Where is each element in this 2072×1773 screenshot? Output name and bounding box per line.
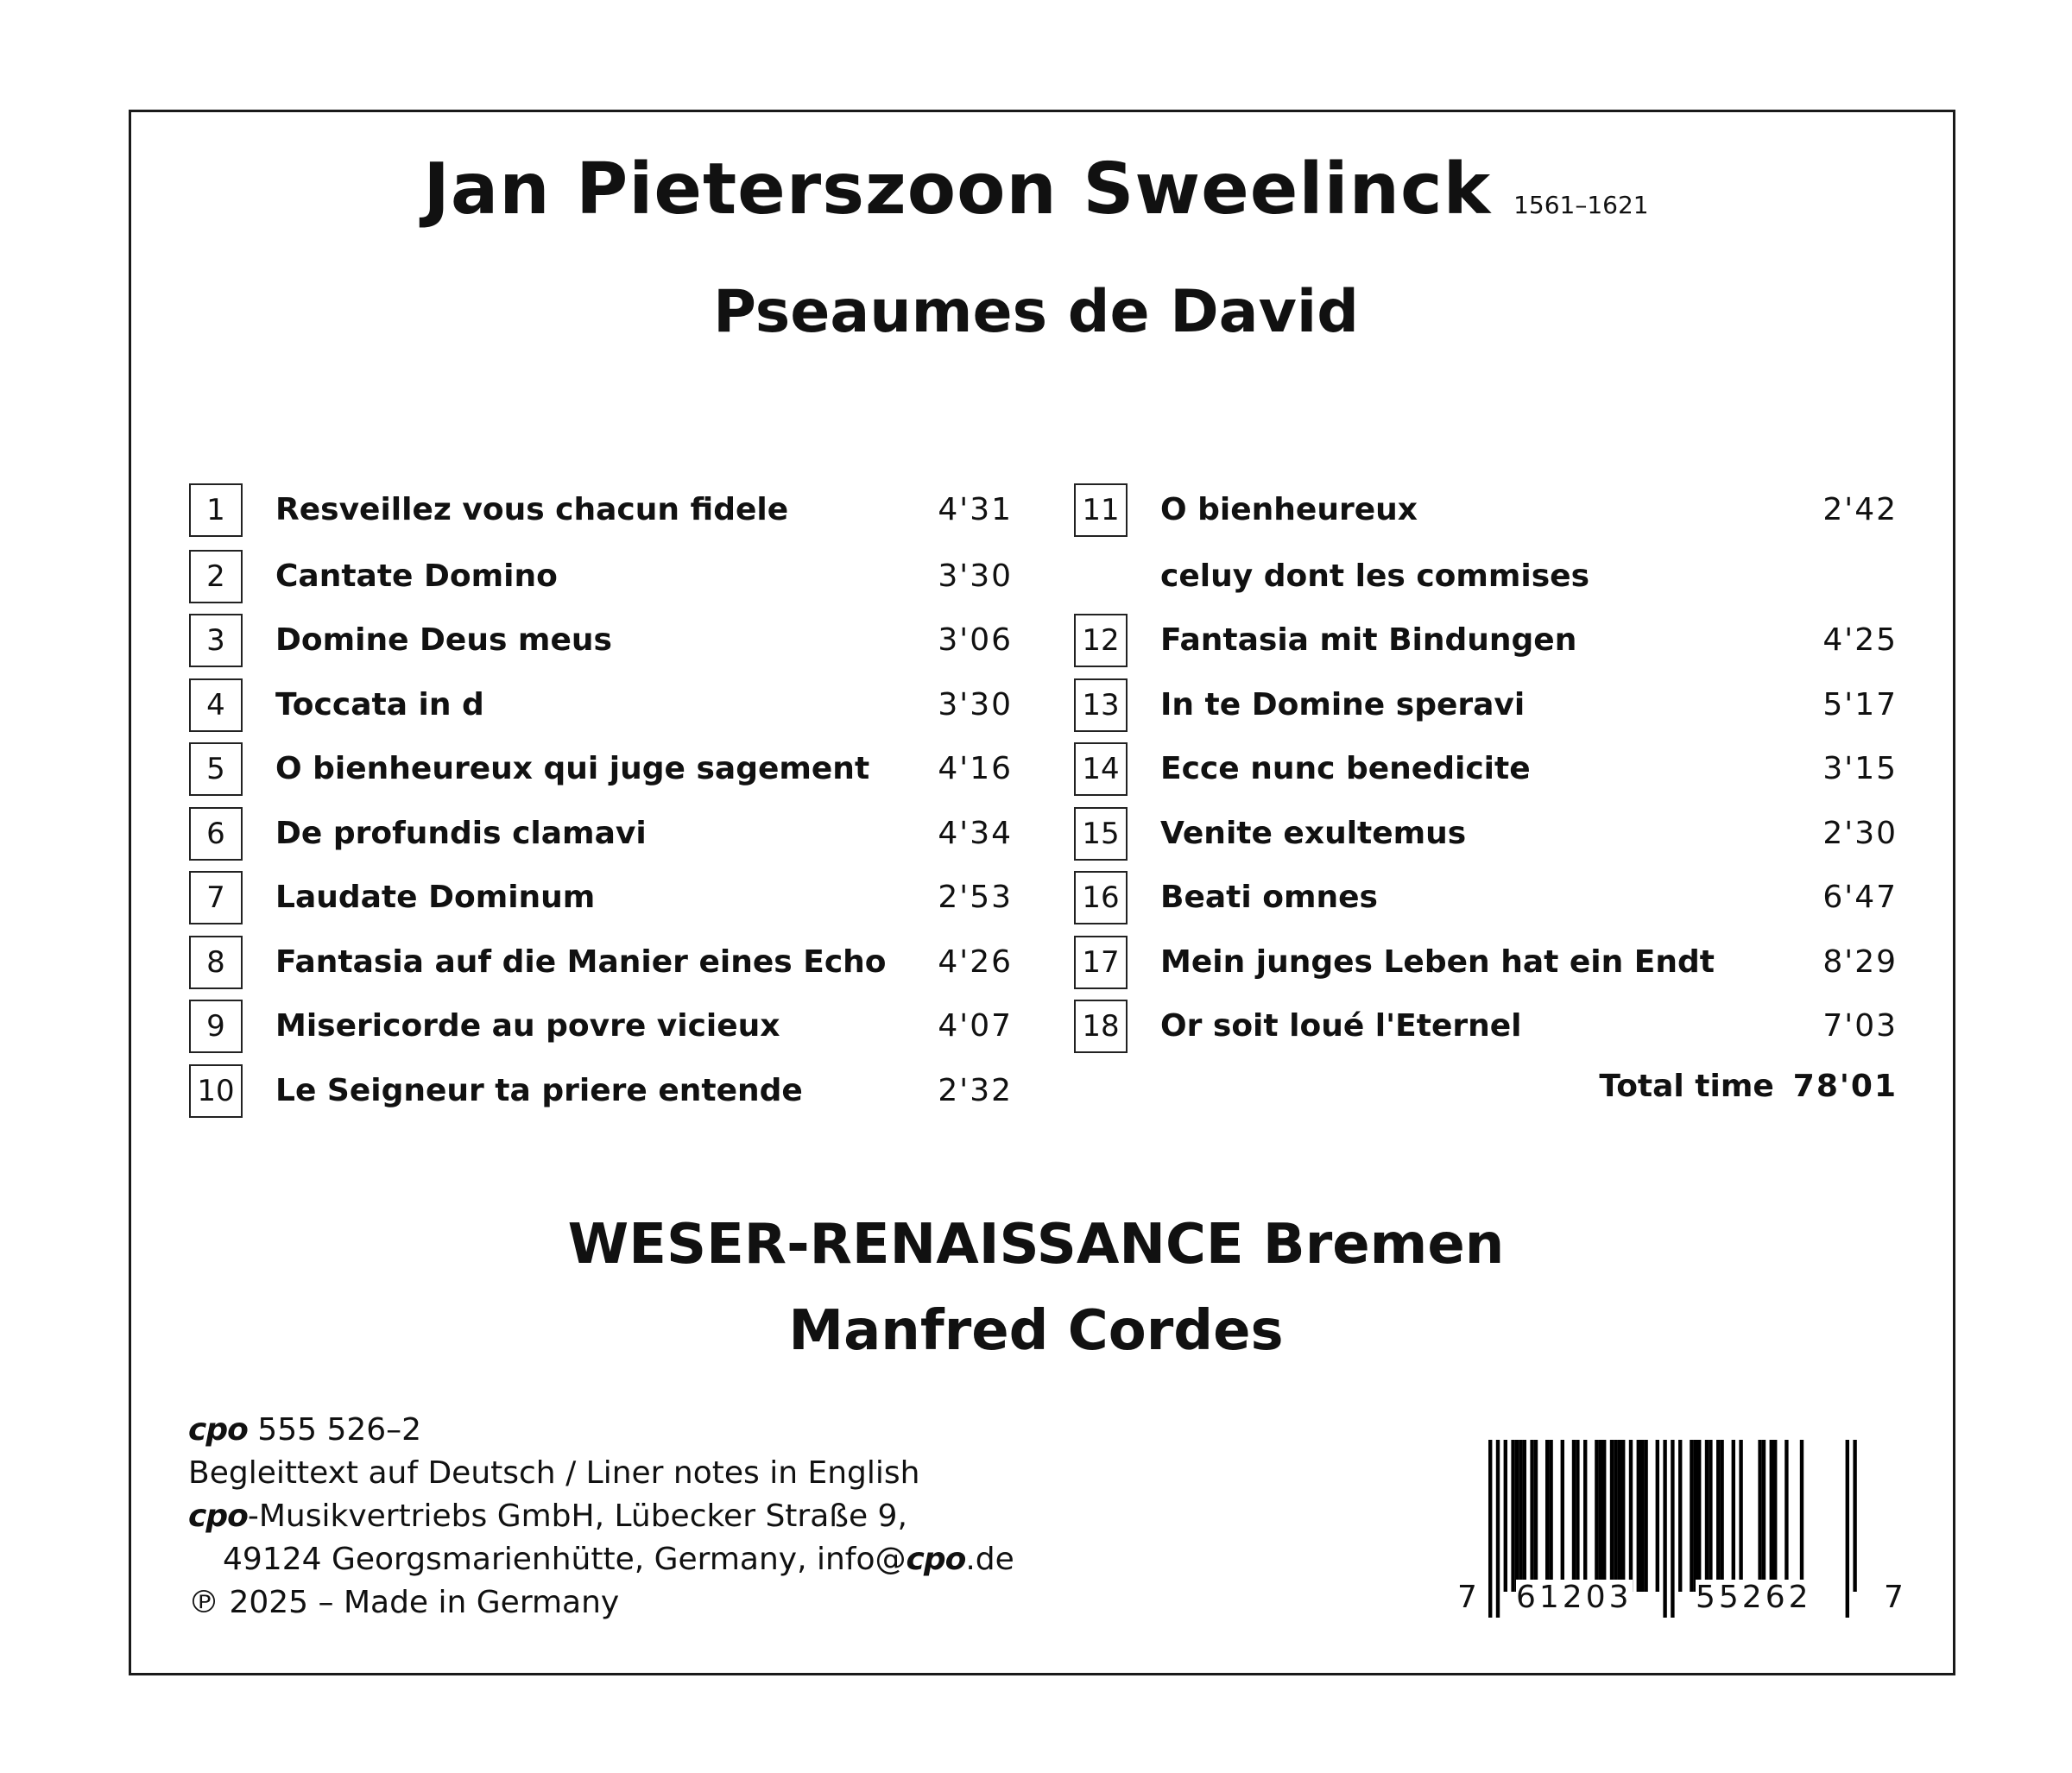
barcode-bar xyxy=(1496,1440,1500,1618)
track-number: 11 xyxy=(1074,483,1128,537)
track-title: Mein junges Leben hat ein Endt xyxy=(1160,944,1715,980)
barcode-bar xyxy=(1800,1440,1804,1592)
barcode-bar xyxy=(1595,1440,1598,1592)
track-number: 10 xyxy=(189,1064,243,1118)
track-title: O bienheureux qui juge sagement xyxy=(275,751,870,786)
track-row xyxy=(189,550,1013,603)
barcode-bar xyxy=(1720,1440,1723,1592)
track-title: Fantasia mit Bindungen xyxy=(1160,622,1577,658)
barcode-group-1: 61203 xyxy=(1516,1580,1633,1615)
composer-name: Jan Pieterszoon Sweelinck xyxy=(423,148,1492,230)
track-duration: 4'07 xyxy=(938,1008,1013,1044)
track-duration: 4'34 xyxy=(938,816,1013,851)
track-number: 17 xyxy=(1074,936,1128,989)
track-duration: 4'31 xyxy=(938,492,1013,527)
track-row xyxy=(189,807,1013,861)
company-line xyxy=(188,1495,1014,1538)
track-number: 3 xyxy=(189,614,243,667)
barcode-bar xyxy=(1515,1440,1519,1592)
track-row xyxy=(1074,871,1898,924)
barcode-bar xyxy=(1709,1440,1712,1592)
barcode-bar xyxy=(1785,1440,1788,1592)
track-title: In te Domine speravi xyxy=(1160,687,1526,722)
track-title-continuation: celuy dont les commises xyxy=(1160,558,1590,594)
track-duration: 3'06 xyxy=(938,622,1013,658)
track-duration: 6'47 xyxy=(1822,880,1898,915)
track-duration: 2'32 xyxy=(938,1073,1013,1108)
barcode-bar xyxy=(1576,1440,1579,1592)
barcode-bar xyxy=(1629,1440,1633,1592)
track-row xyxy=(189,742,1013,796)
barcode-bar xyxy=(1694,1440,1697,1592)
track-row xyxy=(189,1064,1013,1118)
track-row xyxy=(189,678,1013,732)
track-duration: 3'30 xyxy=(938,558,1013,594)
track-row xyxy=(1074,678,1898,732)
total-time-value: 78'01 xyxy=(1792,1069,1898,1104)
track-number: 2 xyxy=(189,550,243,603)
cpo-logo: cpo xyxy=(188,1412,248,1448)
barcode-bar xyxy=(1770,1440,1773,1592)
barcode-bar xyxy=(1561,1440,1564,1592)
barcode-bar xyxy=(1610,1440,1614,1592)
barcode-bar xyxy=(1583,1440,1587,1592)
track-row xyxy=(189,936,1013,989)
track-row xyxy=(1074,936,1898,989)
catalog-line xyxy=(188,1409,1014,1452)
barcode-check-digit: 7 xyxy=(1884,1580,1907,1615)
track-title: Ecce nunc benedicite xyxy=(1160,751,1531,786)
track-title: Misericorde au povre vicieux xyxy=(275,1008,780,1044)
barcode-bar xyxy=(1853,1440,1856,1592)
liner-notes-line: Begleittext auf Deutsch / Liner notes in English xyxy=(188,1455,920,1491)
track-row xyxy=(1074,483,1898,537)
conductor-name: Manfred Cordes xyxy=(788,1299,1284,1363)
track-title: Or soit loué l'Eternel xyxy=(1160,1008,1522,1044)
catalog-number: 555 526–2 xyxy=(257,1412,422,1448)
barcode-bar xyxy=(1663,1440,1666,1618)
barcode-bar xyxy=(1678,1440,1682,1592)
barcode-bar xyxy=(1690,1440,1693,1592)
track-number: 16 xyxy=(1074,871,1128,924)
track-number: 9 xyxy=(189,1000,243,1053)
track-title: O bienheureux xyxy=(1160,492,1418,527)
track-title: Fantasia auf die Manier eines Echo xyxy=(275,944,887,980)
address-line xyxy=(188,1538,1014,1581)
track-row xyxy=(189,1000,1013,1053)
track-duration: 8'29 xyxy=(1822,944,1898,980)
track-title: Le Seigneur ta priere entende xyxy=(275,1073,803,1108)
track-title: Resveillez vous chacun fidele xyxy=(275,492,789,527)
track-row xyxy=(1074,742,1898,796)
barcode-lead-digit: 7 xyxy=(1457,1580,1481,1615)
barcode-bar xyxy=(1739,1440,1742,1592)
composer-dates: 1561–1621 xyxy=(1513,191,1649,219)
barcode-bar xyxy=(1519,1440,1522,1592)
album-title: Pseaumes de David xyxy=(713,278,1359,346)
track-number: 18 xyxy=(1074,1000,1128,1053)
track-title: Laudate Dominum xyxy=(275,880,596,915)
track-duration: 3'15 xyxy=(1822,751,1898,786)
barcode-bar xyxy=(1599,1440,1602,1592)
barcode-bar xyxy=(1602,1440,1606,1592)
barcode-bar xyxy=(1762,1440,1766,1592)
track-duration: 4'25 xyxy=(1822,622,1898,658)
barcode-bar xyxy=(1640,1440,1644,1592)
track-row xyxy=(1074,807,1898,861)
barcode-group-2: 55262 xyxy=(1696,1580,1812,1615)
track-duration: 2'42 xyxy=(1822,492,1898,527)
track-duration: 4'26 xyxy=(938,944,1013,980)
track-duration: 2'53 xyxy=(938,880,1013,915)
track-row xyxy=(1074,1000,1898,1053)
barcode-bar xyxy=(1732,1440,1735,1592)
track-number: 15 xyxy=(1074,807,1128,861)
track-number: 13 xyxy=(1074,678,1128,732)
track-title: Cantate Domino xyxy=(275,558,558,594)
barcode-bar xyxy=(1549,1440,1552,1592)
barcode-bar xyxy=(1618,1440,1621,1592)
barcode-bar xyxy=(1637,1440,1640,1592)
track-duration: 5'17 xyxy=(1822,687,1898,722)
track-title: Beati omnes xyxy=(1160,880,1378,915)
track-title: Toccata in d xyxy=(275,687,484,722)
track-duration: 4'16 xyxy=(938,751,1013,786)
track-number: 4 xyxy=(189,678,243,732)
track-row xyxy=(189,483,1013,537)
total-time xyxy=(1599,1060,1898,1114)
barcode-bar xyxy=(1773,1440,1777,1592)
track-number: 1 xyxy=(189,483,243,537)
track-number: 12 xyxy=(1074,614,1128,667)
track-title: Domine Deus meus xyxy=(275,622,612,658)
track-number: 6 xyxy=(189,807,243,861)
barcode-bar xyxy=(1644,1440,1647,1592)
barcode-bar xyxy=(1671,1440,1674,1618)
barcode-bar xyxy=(1846,1440,1849,1618)
ensemble-name: WESER-RENAISSANCE Bremen xyxy=(567,1213,1505,1277)
total-time-label: Total time xyxy=(1599,1069,1774,1104)
track-row xyxy=(1074,614,1898,667)
track-duration: 7'03 xyxy=(1822,1008,1898,1044)
credits-block xyxy=(188,1409,1014,1625)
composer-line xyxy=(0,148,2072,230)
track-duration: 2'30 xyxy=(1822,816,1898,851)
barcode-bar xyxy=(1716,1440,1720,1592)
barcode-bar xyxy=(1523,1440,1526,1592)
track-row xyxy=(189,614,1013,667)
track-number: 8 xyxy=(189,936,243,989)
barcode-bar xyxy=(1697,1440,1701,1592)
barcode-bar xyxy=(1504,1440,1507,1592)
track-duration: 3'30 xyxy=(938,687,1013,722)
address-text: 49124 Georgsmarienhütte, Germany, info@ xyxy=(223,1542,906,1577)
barcode-bar xyxy=(1656,1440,1659,1592)
barcode-bar xyxy=(1534,1440,1538,1592)
barcode-bar xyxy=(1621,1440,1625,1592)
barcode-bar xyxy=(1488,1440,1492,1618)
cpo-logo: cpo xyxy=(188,1499,248,1534)
track-number: 5 xyxy=(189,742,243,796)
barcode xyxy=(1457,1440,1906,1621)
barcode-bar xyxy=(1758,1440,1761,1592)
address-domain: .de xyxy=(965,1542,1014,1577)
barcode-bar xyxy=(1705,1440,1709,1592)
track-title: Venite exultemus xyxy=(1160,816,1467,851)
barcode-bar xyxy=(1511,1440,1514,1592)
cpo-logo: cpo xyxy=(906,1542,966,1577)
copyright-line: ℗ 2025 – Made in Germany xyxy=(188,1585,620,1620)
barcode-bar xyxy=(1530,1440,1533,1592)
barcode-bar xyxy=(1545,1440,1549,1592)
company-text: -Musikvertriebs GmbH, Lübecker Straße 9, xyxy=(247,1499,907,1534)
barcode-bar xyxy=(1572,1440,1576,1592)
track-row xyxy=(189,871,1013,924)
track-title: De profundis clamavi xyxy=(275,816,647,851)
track-number: 7 xyxy=(189,871,243,924)
barcode-bar xyxy=(1614,1440,1617,1592)
track-number: 14 xyxy=(1074,742,1128,796)
